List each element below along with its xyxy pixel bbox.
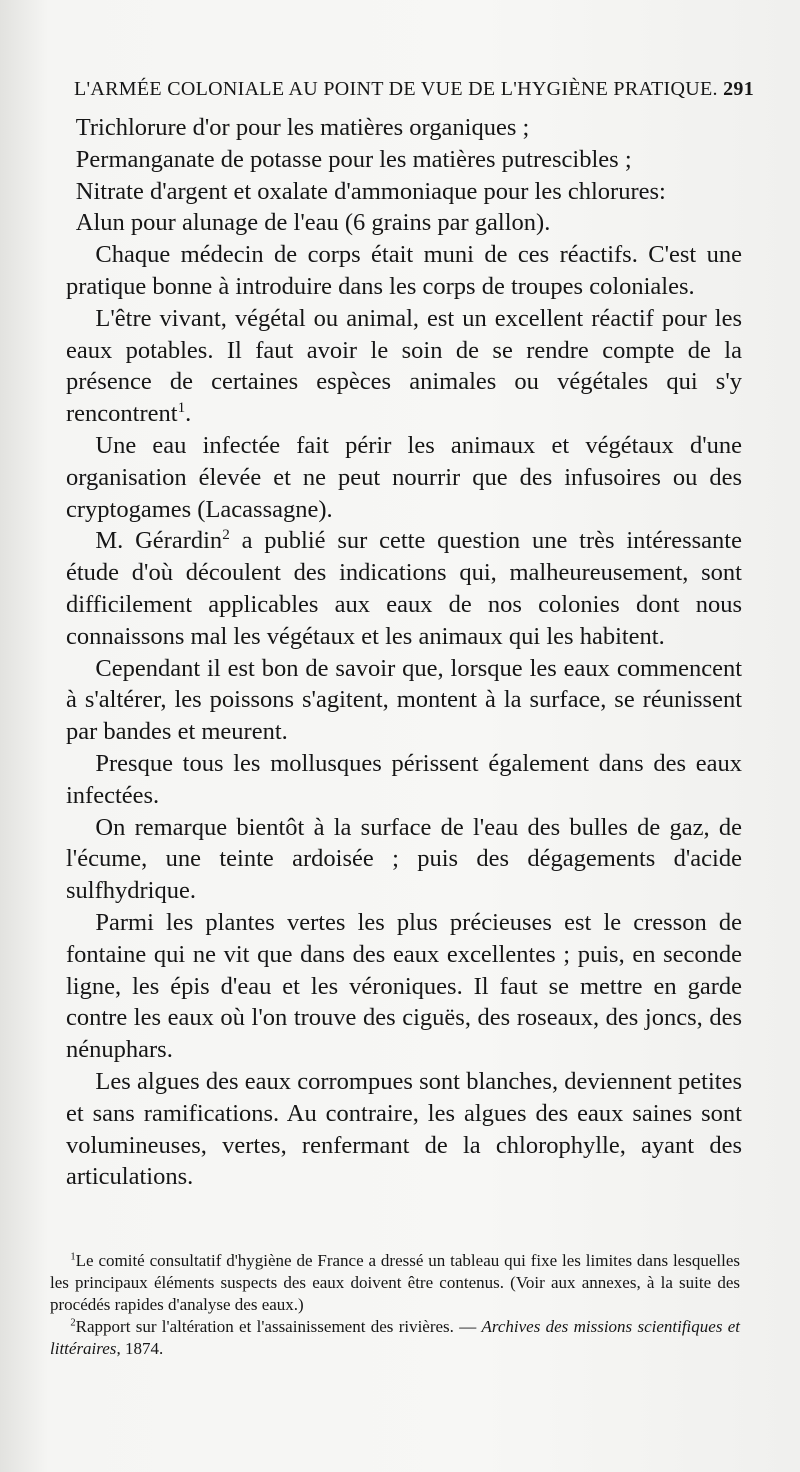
paragraph: Presque tous les mollusques périssent également dans des eaux infectées. [66,749,742,809]
footnote-1 [50,1250,740,1316]
footnote-2 [50,1316,740,1360]
paragraph: Les algues des eaux corrompues sont blanches, deviennent petites et sans ramifications. Au contraire, les algues des eaux saines sont volumineuses, vertes, renfermant de la chlorophylle, ayant des articulations. [66,1067,742,1191]
footnote-text: Rapport sur l'altération et l'assainissement des rivières. — [75,1317,482,1336]
paragraph: On remarque bientôt à la surface de l'eau des bulles de gaz, de l'écume, une teinte ardoisée ; puis des dégagements d'acide sulfhydrique. [66,813,742,905]
footnote-text: Le comité consultatif d'hygiène de France a dressé un tableau qui fixe les limites dans lesquelles les principaux éléments suspects des eaux doivent être contenus. (Voir aux annexes, à la suite des procédés rapides d'analyse des eaux.) [50,1251,740,1314]
page-header [74,78,754,101]
footnote-ref-2: 2 [222,526,230,544]
paragraph-text: L'être vivant, végétal ou animal, est un excellent réactif pour les eaux potables. Il faut avoir le soin de se rendre compte de la présence de certaines espèces animales ou végétales qui s'y rencontrent [66,304,742,428]
page-number: 291 [723,78,754,100]
paragraph: Chaque médecin de corps était muni de ces réactifs. C'est une pratique bonne à introduire dans les corps de troupes coloniales. [66,241,742,300]
paragraph: Cependant il est bon de savoir que, lorsque les eaux commencent à s'altérer, les poissons s'agitent, montent à la surface, se réunissent par bandes et meurent. [66,654,742,746]
paragraph: Une eau infectée fait périr les animaux et végétaux d'une organisation élevée et ne peut nourrir que des infusoires ou des cryptogames (Lacassagne). [66,431,742,523]
paragraph [66,525,742,652]
reagent-line-4: Alun pour alunage de l'eau (6 grains par gallon). [75,209,551,237]
footnote-mark: 2 [70,1317,76,1329]
paragraph: Parmi les plantes vertes les plus précieuses est le cresson de fontaine qui ne vit que dans des eaux excellentes ; puis, en seconde ligne, les épis d'eau et les véroniques. Il faut se mettre en garde contre les eaux où l'on trouve des ciguës, des roseaux, des joncs, des nénuphars. [66,908,742,1064]
reagent-line-2: Permanganate de potasse pour les matières putrescibles ; [75,145,632,173]
running-title: L'ARMÉE COLONIALE AU POINT DE VUE DE L'HYGIÈNE PRATIQUE. [74,78,718,100]
footnote-source-title: Archives des missions scientifiques et littéraires [50,1317,740,1358]
footnote-text: , 1874. [116,1339,164,1358]
paragraph-text: a publié sur cette question une très intéressante étude d'où découlent des indications qui, malheureusement, sont difficilement applicables aux eaux de nos colonies dont nous connaissons mal les végétaux et les animaux qui les habitent. [66,527,742,650]
reagent-line-3: Nitrate d'argent et oxalate d'ammoniaque pour les chlorures: [75,177,666,205]
footnotes [50,1250,740,1360]
footnote-ref-1: 1 [177,399,186,417]
reagent-line-1: Trichlorure d'or pour les matières organiques ; [75,114,530,141]
paragraph-text: . [185,400,192,428]
footnote-mark: 1 [70,1251,76,1263]
main-text [66,112,742,1193]
paragraph-text: M. Gérardin [95,527,223,555]
paragraph [66,303,742,430]
